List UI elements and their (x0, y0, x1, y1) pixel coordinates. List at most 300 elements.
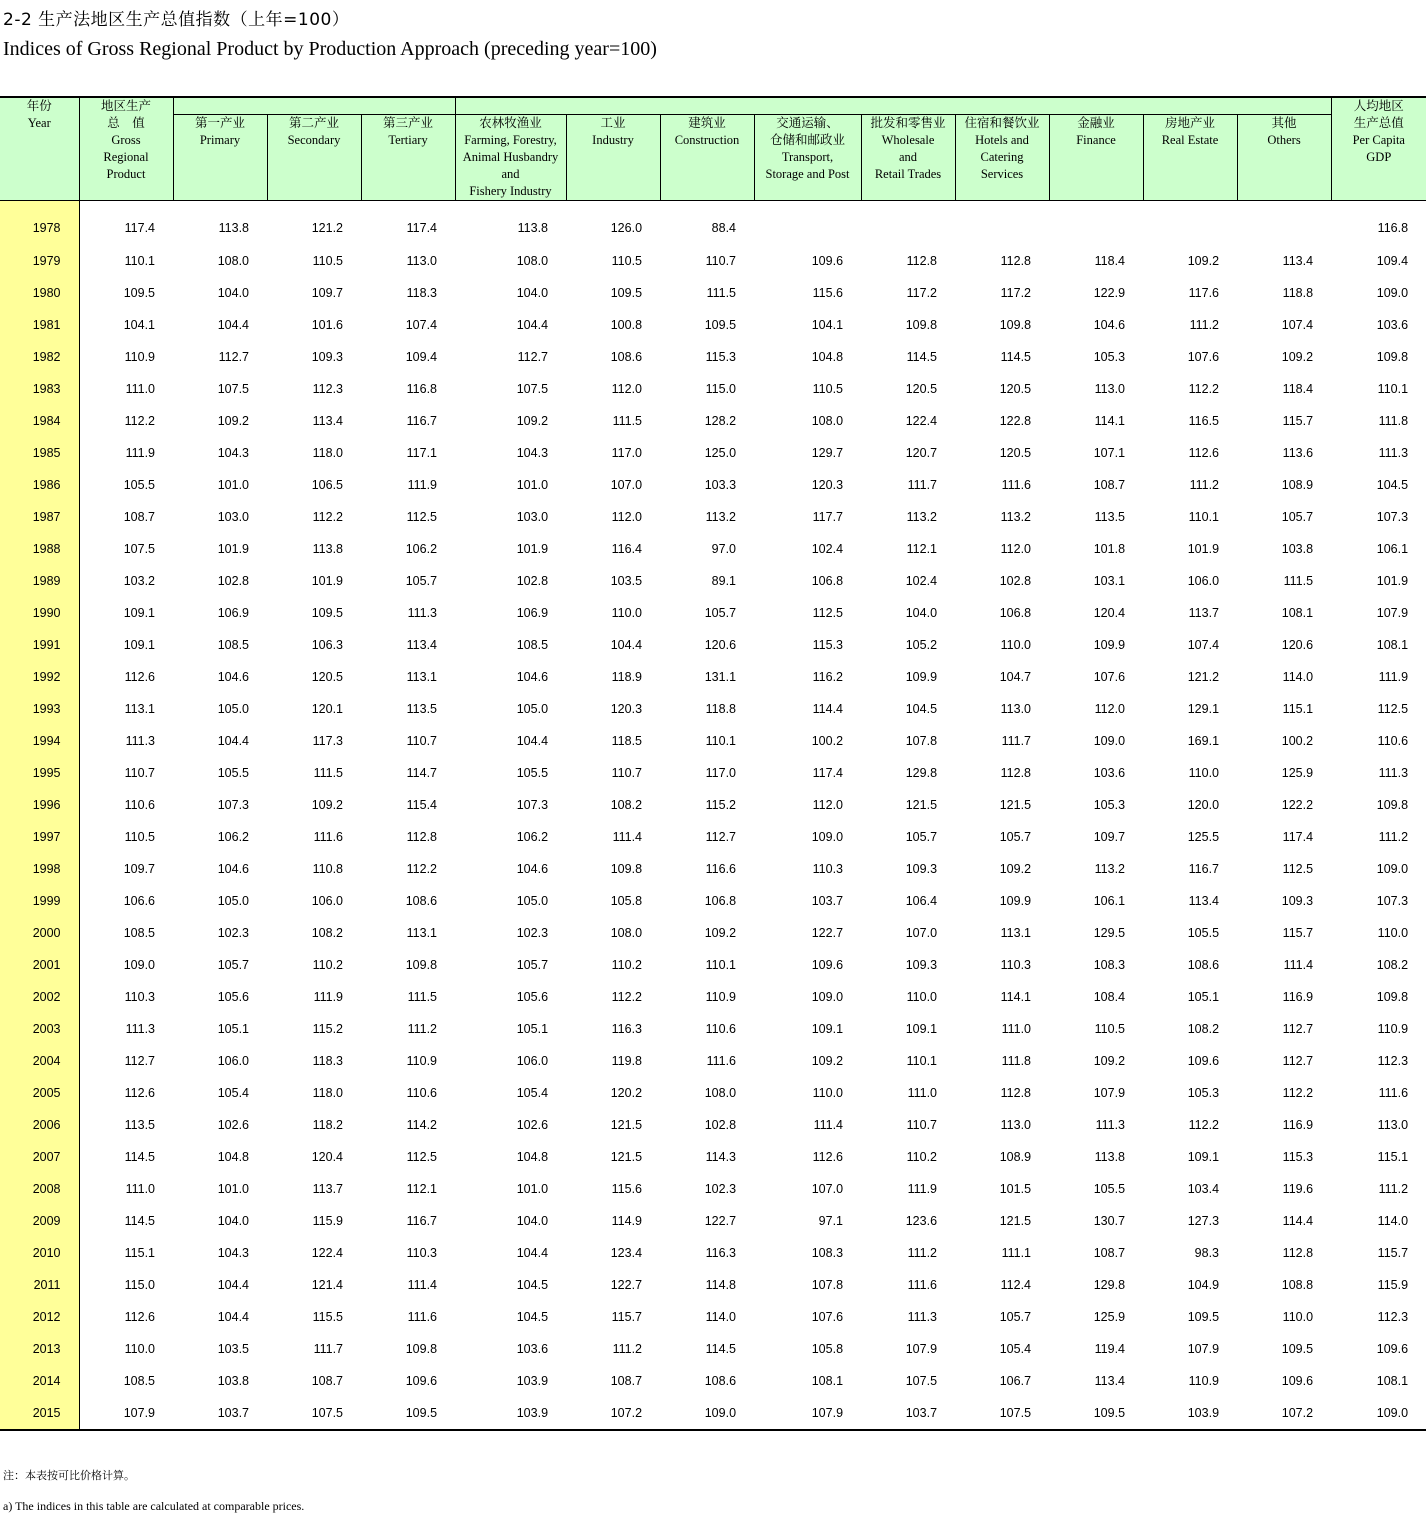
value-cell: 107.2 (1237, 1397, 1331, 1430)
value-cell: 112.0 (1094, 702, 1126, 716)
value-cell: 103.7 (173, 1397, 267, 1430)
value-cell: 107.3 (217, 798, 249, 812)
value-cell: 108.5 (516, 638, 549, 652)
value-cell: 107.4 (405, 318, 438, 332)
value-cell: 113.1 (406, 670, 438, 684)
value-cell: 115.9 (312, 1214, 343, 1228)
value-cell: 111.9 (313, 990, 343, 1004)
value-cell: 108.1 (1376, 1374, 1409, 1388)
value-cell: 112.7 (218, 350, 249, 364)
value-cell: 111.3 (125, 734, 155, 748)
value-cell: 104.0 (905, 606, 938, 620)
table-row (0, 277, 1426, 309)
value-cell: 97.1 (818, 1214, 844, 1228)
value-cell: 122.8 (999, 414, 1032, 428)
value-cell: 111.6 (1378, 1086, 1409, 1100)
value-cell: 106.8 (704, 894, 737, 908)
value-cell: 105.7 (999, 830, 1032, 844)
value-cell: 108.3 (811, 1246, 844, 1260)
value-cell: 125.5 (1187, 830, 1220, 844)
value-cell: 109.1 (123, 638, 155, 652)
value-cell: 120.5 (311, 670, 343, 684)
value-cell: 114.5 (124, 1214, 155, 1228)
value-cell: 113.1 (1000, 926, 1032, 940)
value-cell: 105.7 (704, 606, 737, 620)
value-cell: 129.8 (905, 766, 938, 780)
value-cell: 115.0 (705, 382, 737, 396)
value-cell: 112.1 (406, 1182, 438, 1196)
value-cell: 106.7 (999, 1374, 1032, 1388)
value-cell: 116.5 (1188, 414, 1220, 428)
value-cell: 113.8 (218, 221, 249, 235)
year-cell: 1985 (0, 437, 79, 469)
value-cell: 101.9 (311, 574, 343, 588)
value-cell: 113.6 (1282, 446, 1314, 460)
value-cell: 108.0 (811, 414, 844, 428)
header-transport: 交通运输、 仓储和邮政业 Transport, Storage and Post (754, 115, 861, 201)
value-cell: 103.6 (516, 1342, 549, 1356)
value-cell: 109.9 (1093, 638, 1126, 652)
value-cell: 108.2 (1376, 958, 1409, 972)
value-cell: 115.4 (406, 798, 438, 812)
header-group-industries (455, 97, 1331, 115)
value-cell: 107.8 (811, 1278, 844, 1292)
value-cell: 120.5 (905, 382, 938, 396)
year-cell: 2008 (0, 1173, 79, 1205)
value-cell: 118.9 (611, 670, 643, 684)
value-cell: 108.2 (1187, 1022, 1220, 1036)
value-cell (1143, 201, 1237, 246)
value-cell: 102.3 (217, 926, 249, 940)
value-cell: 105.1 (516, 1022, 549, 1036)
value-cell: 110.1 (1188, 510, 1220, 524)
value-cell: 109.6 (811, 254, 844, 268)
value-cell: 102.8 (704, 1118, 737, 1132)
value-cell: 110.7 (611, 766, 643, 780)
value-cell: 122.7 (610, 1278, 643, 1292)
value-cell: 115.1 (124, 1246, 155, 1260)
value-cell: 110.1 (906, 1054, 938, 1068)
value-cell: 115.7 (1282, 926, 1314, 940)
value-cell: 114.5 (705, 1342, 737, 1356)
value-cell: 122.7 (811, 926, 844, 940)
value-cell: 113.7 (312, 1182, 343, 1196)
value-cell: 105.4 (516, 1086, 549, 1100)
value-cell: 104.6 (516, 862, 549, 876)
value-cell: 107.0 (811, 1182, 844, 1196)
value-cell: 112.7 (1282, 1022, 1314, 1036)
value-cell: 104.9 (1187, 1278, 1220, 1292)
table-row (0, 693, 1426, 725)
value-cell: 110.2 (906, 1150, 938, 1164)
value-cell: 104.0 (217, 1214, 249, 1228)
value-cell: 115.7 (611, 1310, 643, 1324)
value-cell: 120.3 (610, 702, 643, 716)
value-cell: 107.9 (79, 1397, 173, 1430)
value-cell: 109.1 (1187, 1150, 1220, 1164)
value-cell: 109.4 (405, 350, 438, 364)
year-cell: 1982 (0, 341, 79, 373)
value-cell: 111.2 (407, 1022, 438, 1036)
value-cell: 109.5 (1049, 1397, 1143, 1430)
value-cell: 110.5 (124, 830, 155, 844)
footnote-en: a) The indices in this table are calculated at comparable prices. (3, 1499, 305, 1513)
value-cell: 131.1 (704, 670, 737, 684)
value-cell: 111.9 (1378, 670, 1409, 684)
value-cell: 101.9 (1187, 542, 1220, 556)
value-cell: 112.8 (1282, 1246, 1314, 1260)
table-row (0, 853, 1426, 885)
table-row (0, 789, 1426, 821)
value-cell: 107.4 (1281, 318, 1314, 332)
value-cell: 113.0 (1094, 382, 1126, 396)
value-cell: 104.7 (999, 670, 1032, 684)
value-cell: 109.7 (311, 286, 343, 300)
value-cell: 106.2 (405, 542, 438, 556)
value-cell: 105.5 (1093, 1182, 1126, 1196)
value-cell: 107.8 (905, 734, 938, 748)
value-cell: 110.1 (1377, 382, 1409, 396)
value-cell: 108.0 (217, 254, 249, 268)
value-cell: 110.0 (611, 606, 643, 620)
table-row (0, 201, 1426, 246)
value-cell: 112.6 (124, 670, 155, 684)
value-cell: 112.6 (812, 1150, 844, 1164)
value-cell: 109.7 (1093, 830, 1126, 844)
value-cell: 117.4 (124, 221, 155, 235)
value-cell: 109.5 (1187, 1310, 1220, 1324)
table-row (0, 1333, 1426, 1365)
value-cell: 109.5 (704, 318, 737, 332)
value-cell: 118.4 (1094, 254, 1126, 268)
value-cell: 116.2 (812, 670, 844, 684)
value-cell: 104.6 (1093, 318, 1126, 332)
value-cell: 104.8 (516, 1150, 549, 1164)
value-cell: 104.5 (905, 702, 938, 716)
value-cell: 101.9 (516, 542, 549, 556)
value-cell: 108.5 (217, 638, 249, 652)
value-cell: 109.2 (704, 926, 737, 940)
value-cell: 109.9 (905, 670, 938, 684)
value-cell: 114.5 (1000, 350, 1032, 364)
value-cell: 120.6 (1281, 638, 1314, 652)
year-cell: 1983 (0, 373, 79, 405)
value-cell: 106.8 (999, 606, 1032, 620)
year-cell: 1984 (0, 405, 79, 437)
value-cell: 120.1 (311, 702, 343, 716)
value-cell: 108.1 (811, 1374, 844, 1388)
value-cell: 110.3 (1000, 958, 1032, 972)
year-cell: 2014 (0, 1365, 79, 1397)
value-cell: 112.5 (1377, 702, 1409, 716)
value-cell: 107.5 (516, 382, 549, 396)
value-cell: 116.7 (1188, 862, 1220, 876)
year-cell: 1988 (0, 533, 79, 565)
value-cell: 106.0 (516, 1054, 549, 1068)
value-cell: 115.3 (812, 638, 844, 652)
table-row (0, 885, 1426, 917)
page-title-en: Indices of Gross Regional Product by Production Approach (preceding year=100) (3, 38, 657, 60)
value-cell: 108.3 (1093, 958, 1126, 972)
value-cell: 108.9 (999, 1150, 1032, 1164)
table-row (0, 437, 1426, 469)
value-cell: 107.5 (217, 382, 249, 396)
value-cell: 112.2 (1188, 1118, 1220, 1132)
value-cell: 113.1 (124, 702, 155, 716)
value-cell: 115.7 (1377, 1246, 1409, 1260)
value-cell: 128.2 (704, 414, 737, 428)
table-row (0, 1013, 1426, 1045)
value-cell: 112.8 (1000, 254, 1032, 268)
value-cell: 130.7 (1093, 1214, 1126, 1228)
value-cell: 106.1 (1376, 542, 1409, 556)
value-cell: 110.5 (1094, 1022, 1126, 1036)
value-cell: 103.4 (1187, 1182, 1220, 1196)
value-cell: 169.1 (1187, 734, 1220, 748)
value-cell: 109.2 (1281, 350, 1314, 364)
value-cell: 102.8 (999, 574, 1032, 588)
value-cell: 117.0 (705, 766, 737, 780)
value-cell: 114.9 (611, 1214, 643, 1228)
value-cell: 102.4 (905, 574, 938, 588)
value-cell: 105.7 (1281, 510, 1314, 524)
value-cell: 118.0 (312, 1086, 343, 1100)
value-cell: 110.0 (812, 1086, 844, 1100)
value-cell: 116.4 (611, 542, 643, 556)
value-cell: 111.6 (706, 1054, 737, 1068)
value-cell: 102.3 (516, 926, 549, 940)
year-cell: 2011 (0, 1269, 79, 1301)
value-cell: 112.5 (406, 1150, 438, 1164)
value-cell: 121.2 (1187, 670, 1220, 684)
table-row (0, 1205, 1426, 1237)
value-cell: 102.8 (217, 574, 249, 588)
value-cell: 104.1 (123, 318, 155, 332)
value-cell: 110.0 (1000, 638, 1032, 652)
value-cell: 111.5 (407, 990, 438, 1004)
value-cell: 120.4 (311, 1150, 343, 1164)
value-cell: 106.5 (311, 478, 343, 492)
value-cell: 111.9 (125, 446, 155, 460)
year-cell: 2004 (0, 1045, 79, 1077)
value-cell: 113.8 (1094, 1150, 1126, 1164)
value-cell: 109.5 (610, 286, 643, 300)
value-cell: 105.5 (217, 766, 249, 780)
value-cell: 109.7 (123, 862, 155, 876)
value-cell: 109.6 (811, 958, 844, 972)
value-cell: 109.8 (1376, 990, 1409, 1004)
value-cell (754, 201, 861, 246)
value-cell: 111.7 (313, 1342, 343, 1356)
table-row (0, 1109, 1426, 1141)
value-cell: 113.4 (1282, 254, 1314, 268)
value-cell: 114.2 (406, 1118, 438, 1132)
value-cell: 105.0 (516, 702, 549, 716)
value-cell: 100.8 (610, 318, 643, 332)
value-cell: 118.0 (312, 446, 343, 460)
value-cell: 106.0 (1187, 574, 1220, 588)
value-cell: 127.3 (1187, 1214, 1220, 1228)
header-secondary: 第二产业 Secondary (267, 115, 361, 201)
value-cell: 110.7 (406, 734, 438, 748)
value-cell: 115.1 (1377, 1150, 1409, 1164)
table-row (0, 373, 1426, 405)
value-cell: 106.2 (217, 830, 249, 844)
value-cell: 112.1 (906, 542, 938, 556)
value-cell: 100.2 (1281, 734, 1314, 748)
value-cell: 110.3 (406, 1246, 438, 1260)
value-cell: 125.0 (704, 446, 737, 460)
value-cell: 110.0 (1377, 926, 1409, 940)
value-cell: 114.3 (705, 1150, 737, 1164)
value-cell: 107.9 (754, 1397, 861, 1430)
value-cell: 110.2 (611, 958, 643, 972)
value-cell: 111.3 (1378, 446, 1409, 460)
value-cell: 102.6 (217, 1118, 249, 1132)
table-row (0, 661, 1426, 693)
value-cell: 123.6 (905, 1214, 938, 1228)
header-group-sectors (173, 97, 455, 115)
value-cell: 112.2 (406, 862, 438, 876)
value-cell: 129.5 (1093, 926, 1126, 940)
value-cell: 114.0 (1282, 670, 1314, 684)
value-cell: 116.6 (705, 862, 737, 876)
header-industry: 工业 Industry (566, 115, 660, 201)
value-cell: 125.9 (1281, 766, 1314, 780)
value-cell: 104.8 (811, 350, 844, 364)
value-cell: 109.1 (811, 1022, 844, 1036)
value-cell: 105.0 (217, 702, 249, 716)
value-cell: 103.9 (455, 1397, 566, 1430)
value-cell: 113.2 (1094, 862, 1126, 876)
value-cell: 107.6 (1187, 350, 1220, 364)
table-row (0, 1365, 1426, 1397)
value-cell: 110.1 (124, 254, 155, 268)
value-cell: 105.1 (217, 1022, 249, 1036)
value-cell: 117.6 (1188, 286, 1220, 300)
value-cell: 109.0 (1376, 286, 1409, 300)
header-others: 其他 Others (1237, 115, 1331, 201)
value-cell: 103.9 (516, 1374, 549, 1388)
value-cell: 121.2 (311, 221, 343, 235)
value-cell: 111.6 (313, 830, 343, 844)
value-cell: 107.9 (1187, 1342, 1220, 1356)
year-cell: 1993 (0, 693, 79, 725)
value-cell: 111.4 (813, 1118, 844, 1132)
value-cell: 110.5 (312, 254, 343, 268)
value-cell: 116.7 (406, 414, 438, 428)
value-cell: 103.2 (123, 574, 155, 588)
year-cell: 2003 (0, 1013, 79, 1045)
value-cell: 118.3 (312, 1054, 343, 1068)
value-cell: 113.0 (1000, 1118, 1032, 1132)
value-cell: 106.0 (217, 1054, 249, 1068)
table-row (0, 597, 1426, 629)
value-cell: 105.0 (217, 894, 249, 908)
value-cell: 104.6 (217, 670, 249, 684)
value-cell: 108.6 (610, 350, 643, 364)
value-cell: 129.8 (1093, 1278, 1126, 1292)
year-cell: 2001 (0, 949, 79, 981)
value-cell: 120.6 (704, 638, 737, 652)
data-table (0, 96, 1426, 1431)
value-cell: 121.5 (610, 1150, 643, 1164)
value-cell: 110.6 (1377, 734, 1409, 748)
table-row (0, 501, 1426, 533)
value-cell: 115.6 (611, 1182, 643, 1196)
value-cell: 120.3 (811, 478, 844, 492)
value-cell: 101.5 (999, 1182, 1032, 1196)
value-cell: 107.5 (267, 1397, 361, 1430)
value-cell: 115.2 (312, 1022, 343, 1036)
value-cell: 105.0 (516, 894, 549, 908)
value-cell: 103.5 (610, 574, 643, 588)
value-cell: 115.7 (1282, 414, 1314, 428)
value-cell: 106.2 (516, 830, 549, 844)
value-cell: 111.7 (907, 478, 938, 492)
value-cell (1237, 201, 1331, 246)
value-cell: 112.5 (406, 510, 438, 524)
value-cell: 113.2 (705, 510, 737, 524)
value-cell: 104.4 (217, 1310, 249, 1324)
value-cell: 111.2 (1378, 830, 1409, 844)
value-cell: 104.3 (217, 1246, 249, 1260)
value-cell: 111.4 (407, 1278, 438, 1292)
value-cell: 106.4 (905, 894, 938, 908)
year-cell: 2010 (0, 1237, 79, 1269)
value-cell: 115.3 (705, 350, 737, 364)
value-cell: 109.5 (1281, 1342, 1314, 1356)
value-cell: 111.6 (907, 1278, 938, 1292)
value-cell: 122.9 (1093, 286, 1126, 300)
value-cell: 117.3 (312, 734, 343, 748)
value-cell: 119.6 (1282, 1182, 1314, 1196)
value-cell: 104.0 (516, 286, 549, 300)
value-cell: 102.6 (516, 1118, 549, 1132)
value-cell: 107.2 (566, 1397, 660, 1430)
value-cell: 118.5 (611, 734, 643, 748)
value-cell: 126.0 (610, 221, 643, 235)
value-cell: 101.9 (217, 542, 249, 556)
year-cell: 1994 (0, 725, 79, 757)
value-cell: 115.9 (1377, 1278, 1409, 1292)
value-cell: 108.0 (516, 254, 549, 268)
year-cell: 2000 (0, 917, 79, 949)
table-row (0, 1269, 1426, 1301)
value-cell: 104.4 (217, 1278, 249, 1292)
value-cell: 109.3 (1281, 894, 1314, 908)
header-farming: 农林牧渔业 Farming, Forestry, Animal Husbandry and Fishery Industry (455, 115, 566, 201)
value-cell: 120.7 (905, 446, 938, 460)
value-cell: 103.7 (811, 894, 844, 908)
value-cell: 108.1 (1376, 638, 1409, 652)
value-cell: 111.3 (1378, 766, 1409, 780)
value-cell: 109.3 (905, 862, 938, 876)
year-cell: 1989 (0, 565, 79, 597)
value-cell: 114.1 (1000, 990, 1032, 1004)
value-cell: 117.4 (406, 221, 438, 235)
value-cell: 112.0 (812, 798, 844, 812)
year-cell: 1979 (0, 245, 79, 277)
value-cell: 109.8 (610, 862, 643, 876)
value-cell: 104.0 (217, 286, 249, 300)
value-cell: 114.5 (124, 1150, 155, 1164)
value-cell: 113.0 (1377, 1118, 1409, 1132)
value-cell: 109.0 (123, 958, 155, 972)
value-cell: 110.2 (312, 958, 343, 972)
header-tertiary: 第三产业 Tertiary (361, 115, 455, 201)
value-cell: 103.7 (861, 1397, 955, 1430)
